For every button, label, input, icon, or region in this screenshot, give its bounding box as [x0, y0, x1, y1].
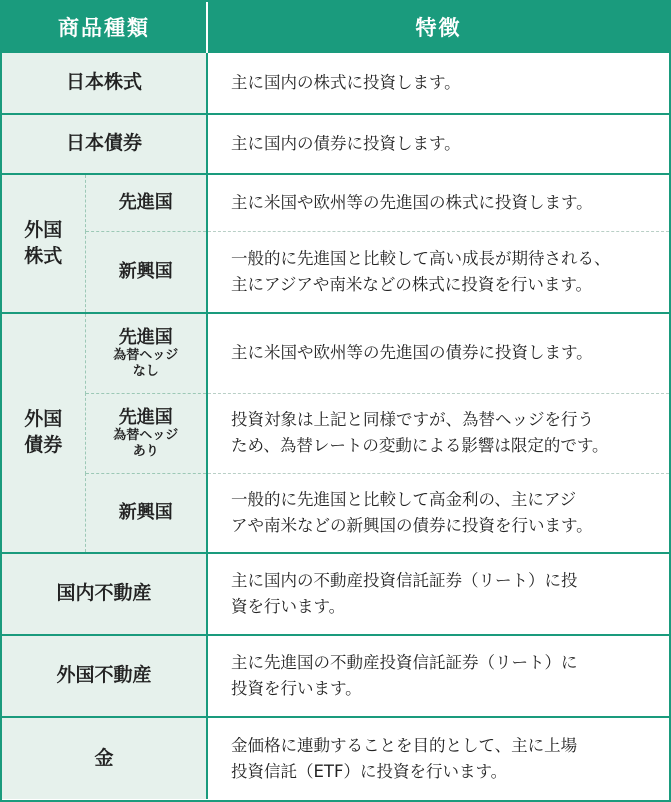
desc-line: 主に国内の不動産投資信託証券（リート）に投: [231, 571, 578, 591]
row-label-foreign-reit: 外国不動産: [2, 635, 207, 717]
table-row: [2, 52, 669, 114]
table-row: [2, 717, 669, 799]
desc-line: ため、為替レートの変動による影響は限定的です。: [231, 436, 609, 455]
desc-line: 一般的に先進国と比較して高金利の、主にアジ: [231, 490, 577, 510]
row-desc-fb-hedged: [207, 393, 669, 473]
group-label-line: 株式: [24, 244, 63, 267]
sub-label-fs-developed: 先進国: [85, 174, 207, 231]
group-label-foreign-bond: [2, 313, 85, 553]
row-label-jp-bond: 日本債券: [2, 114, 207, 174]
sub-label-main: 先進国: [118, 406, 173, 428]
desc-line: 金価格に連動することを目的として、主に上場: [231, 735, 578, 755]
row-desc-jp-stock: 主に国内の株式に投資します。: [207, 52, 669, 114]
row-desc-jp-bond: 主に国内の債券に投資します。: [207, 114, 669, 174]
desc-line: 投資対象は上記と同様ですが、為替ヘッジを行う: [231, 410, 594, 430]
table-row: [2, 114, 669, 174]
row-desc-fs-emerging: [207, 231, 669, 313]
table-row: [2, 635, 669, 717]
header-product-type: 商品種類: [2, 2, 207, 52]
sub-label-fb-hedged: [85, 393, 207, 473]
desc-line: 投資信託（ETF）に投資を行います。: [231, 761, 508, 781]
table-row: [2, 553, 669, 635]
hedge-note: あり: [132, 443, 159, 459]
row-label-gold: 金: [2, 717, 207, 799]
group-label-line: 外国: [24, 408, 63, 431]
desc-line: 主に先進国の不動産投資信託証券（リート）に: [231, 653, 578, 673]
table-row: [2, 313, 669, 393]
table-header-row: [2, 2, 669, 52]
table-row: [2, 393, 669, 473]
table-row: [2, 473, 669, 553]
row-desc-domestic-reit: [207, 553, 669, 635]
table-row: [2, 174, 669, 231]
desc-line: 主にアジアや南米などの株式に投資を行います。: [231, 274, 593, 294]
row-desc-fs-developed: 主に米国や欧州等の先進国の株式に投資します。: [207, 174, 669, 231]
desc-line: アや南米などの新興国の債券に投資を行います。: [231, 515, 593, 535]
desc-line: 資を行います。: [231, 597, 346, 616]
group-label-line: 外国: [24, 218, 63, 241]
row-label-jp-stock: 日本株式: [2, 52, 207, 114]
group-label-line: 債券: [24, 434, 63, 456]
row-label-domestic-reit: 国内不動産: [2, 553, 207, 635]
row-desc-gold: [207, 717, 669, 799]
sub-label-main: 先進国: [118, 326, 173, 348]
sub-label-fs-emerging: 新興国: [85, 231, 207, 313]
hedge-note: なし: [132, 364, 159, 380]
table-row: [2, 231, 669, 313]
desc-line: 一般的に先進国と比較して高い成長が期待される、: [231, 249, 611, 269]
hedge-note: 為替ヘッジ: [113, 428, 179, 444]
product-table: [2, 2, 669, 799]
sub-label-fb-emerging: 新興国: [85, 473, 207, 553]
row-desc-foreign-reit: [207, 635, 669, 717]
hedge-note: 為替ヘッジ: [113, 348, 179, 364]
row-desc-fb-emerging: [207, 473, 669, 553]
header-feature: 特徴: [207, 2, 669, 52]
sub-label-fb-unhedged: [85, 313, 207, 393]
row-desc-fb-unhedged: 主に米国や欧州等の先進国の債券に投資します。: [207, 313, 669, 393]
group-label-foreign-stock: [2, 174, 85, 313]
desc-line: 投資を行います。: [231, 679, 362, 698]
